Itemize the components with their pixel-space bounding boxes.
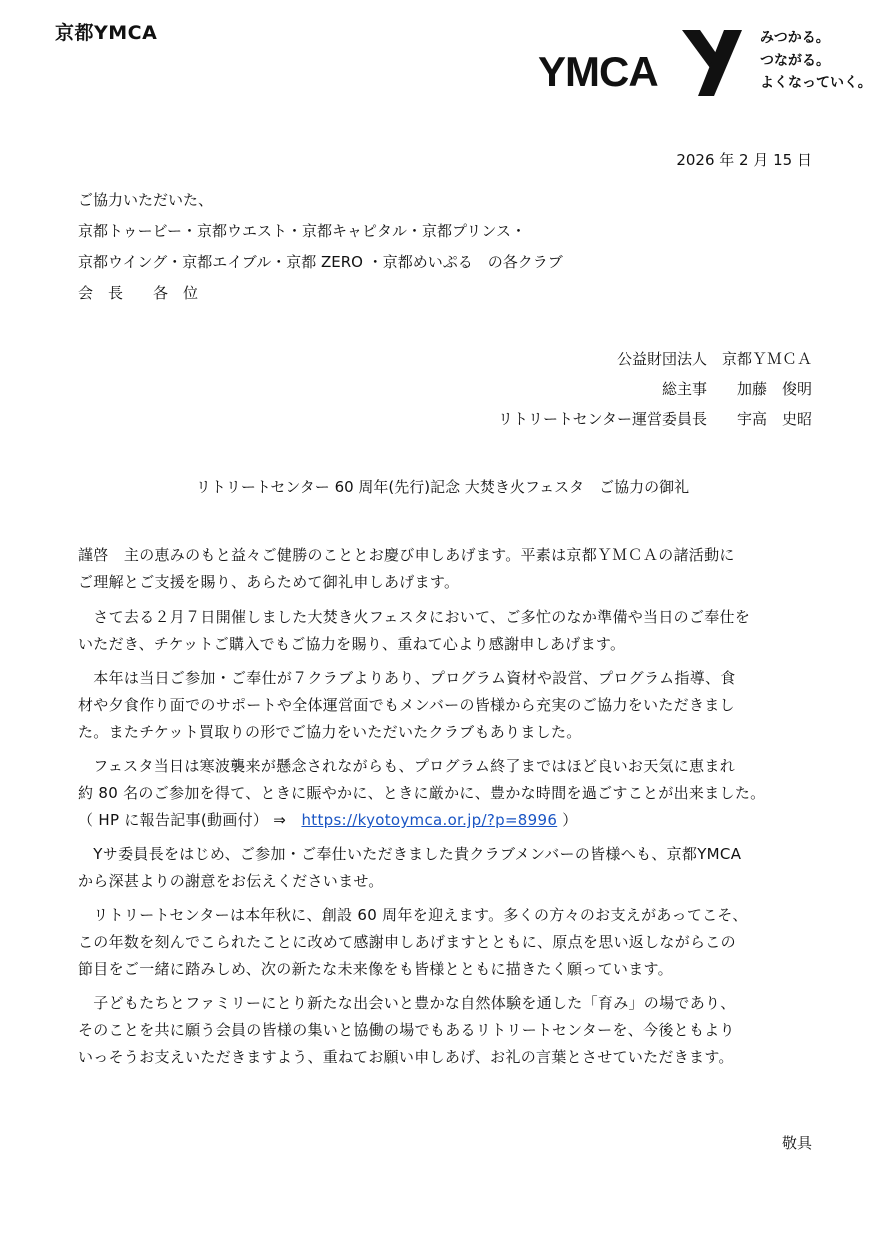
recipient-line: 京都トゥービー・京都ウエスト・京都キャピタル・京都プリンス・ [78,222,526,240]
sender-line: リトリートセンター運営委員長 宇高 史昭 [498,410,812,428]
link-suffix: ） [557,811,578,829]
body-line: そのことを共に願う会員の皆様の集いと協働の場でもあるリトリートセンターを、今後ともより [78,1021,735,1039]
senders-block [498,344,812,434]
body-line: 節目をご一緒に踏みしめ、次の新たな未来像をも皆様とともに描きたく願っています。 [78,960,673,978]
body-line: た。またチケット買取りの形でご協力をいただいたクラブもありました。 [78,723,582,741]
recipient-line: 会 長 各 位 [78,284,199,302]
paragraph-6 [78,902,818,983]
body-line: Yサ委員長をはじめ、ご参加・ご奉仕いただきました貴クラブメンバーの皆様へも、京都YMCA [78,845,742,863]
organization-name: 京都YMCA [55,22,158,44]
body-line: いっそうお支えいただきますよう、重ねてお願い申しあげ、お礼の言葉とさせていただきます。 [78,1048,734,1066]
body-line: から深甚よりの謝意をお伝えくださいませ。 [78,872,384,890]
paragraph-4 [78,753,818,834]
body-line: さて去る２月７日開催しました大焚き火フェスタにおいて、ご多忙のなか準備や当日のご奉仕を [78,608,751,626]
paragraph-2 [78,604,818,658]
body-line: 謹啓 主の恵みのもと益々ご健勝のこととお慶び申しあげます。平素は京都ＹＭＣＡの諸活動に [78,546,735,564]
body-line: リトリートセンターは本年秋に、創設 60 周年を迎えます。多くの方々のお支えがあってこそ、 [78,906,748,924]
paragraph-3 [78,665,818,746]
recipients-block [78,185,563,309]
body-line: 約 80 名のご参加を得て、ときに賑やかに、ときに厳かに、豊かな時間を過ごすことが出来ました。 [78,784,766,802]
sender-line: 公益財団法人 京都ＹＭＣＡ [616,350,812,368]
body-line: 本年は当日ご参加・ご奉仕が７クラブよりあり、プログラム資材や設営、プログラム指導、食 [78,669,736,687]
tagline-line-3: よくなっていく。 [760,75,872,91]
body-line: 子どもたちとファミリーにとり新たな出会いと豊かな自然体験を通した「育み」の場であり、 [78,994,736,1012]
logo-tagline [760,27,872,95]
recipient-line: ご協力いただいた、 [78,191,214,209]
ymca-y-mark-icon [680,26,756,96]
body-line: 材や夕食作り面でのサポートや全体運営面でもメンバーの皆様から充実のご協力をいただきまし [78,696,735,714]
letter-body [78,542,818,1078]
body-line: フェスタ当日は寒波襲来が懸念されながらも、プログラム終了まではほど良いお天気に恵まれ [78,757,736,775]
ymca-logo [538,26,872,98]
report-article-link[interactable]: https://kyotoymca.or.jp/?p=8996 [301,811,558,829]
letter-subject: リトリートセンター 60 周年(先行)記念 大焚き火フェスタ ご協力の御礼 [195,478,690,496]
paragraph-5 [78,841,818,895]
tagline-line-1: みつかる。 [760,30,830,46]
letter-date: 2026 年 2 月 15 日 [676,151,812,169]
paragraph-7 [78,990,818,1071]
logo-wordmark: YMCA [538,48,658,95]
body-line: この年数を刻んでこられたことに改めて感謝申しあげますとともに、原点を思い返しながらこの [78,933,736,951]
recipient-line: 京都ウイング・京都エイブル・京都 ZERO ・京都めいぷる の各クラブ [78,253,563,271]
body-line: いただき、チケットご購入でもご協力を賜り、重ねて心より感謝申しあげます。 [78,635,626,653]
tagline-line-2: つながる。 [760,52,830,69]
sender-line: 総主事 加藤 俊明 [661,380,812,398]
link-prefix: （ HP に報告記事(動画付） ⇒ [78,811,302,829]
body-line: ご理解とご支援を賜り、あらためて御礼申しあげます。 [78,573,460,591]
closing-remark: 敬具 [781,1134,812,1152]
paragraph-1 [78,542,818,596]
